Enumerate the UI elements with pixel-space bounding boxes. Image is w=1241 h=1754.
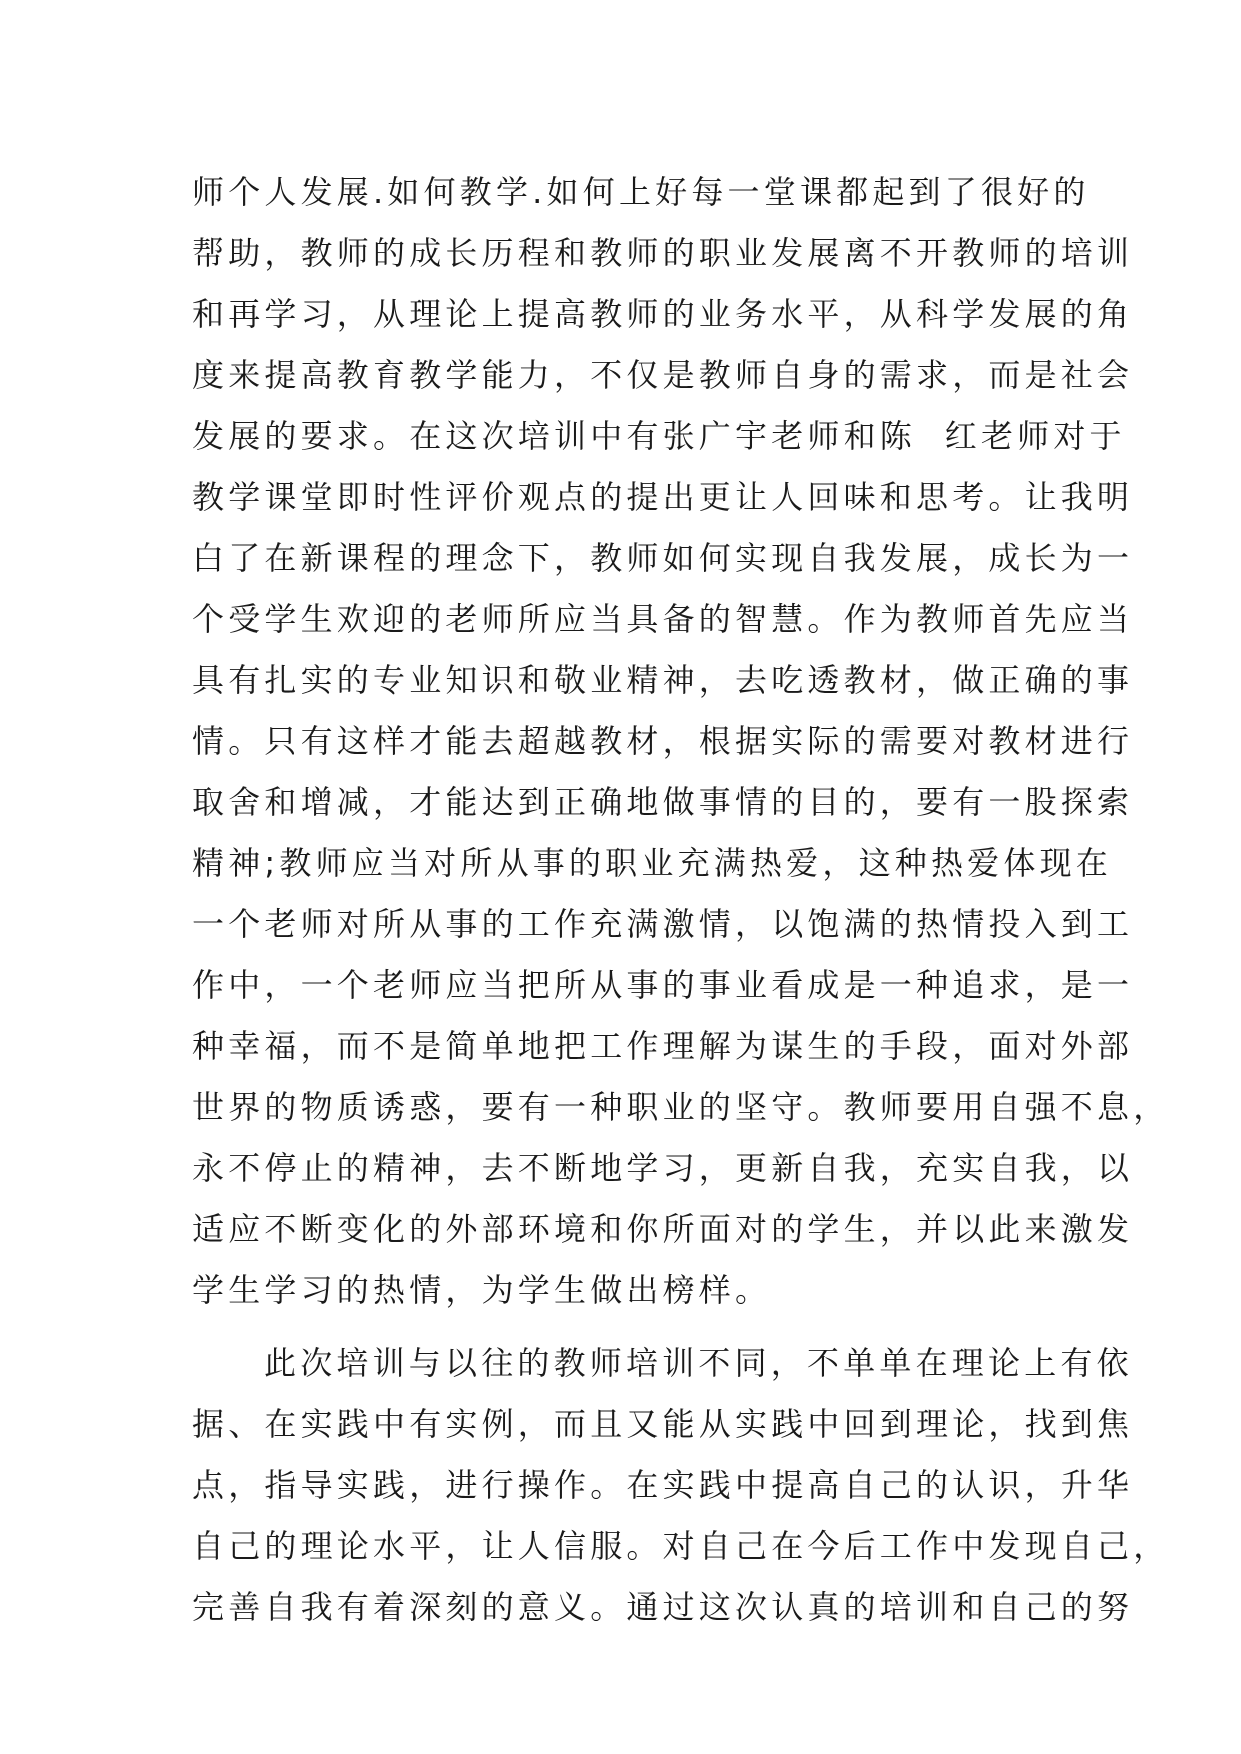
text-line: 作中，一个老师应当把所从事的事业看成是一种追求，是一: [192, 966, 1134, 1004]
text-line: 一个老师对所从事的工作充满激情，以饱满的热情投入到工: [192, 905, 1134, 943]
text-line: 学生学习的热情，为学生做出榜样。: [192, 1271, 772, 1309]
text-line: 点，指导实践，进行操作。在实践中提高自己的认识，升华: [192, 1466, 1134, 1504]
text-line: 具有扎实的专业知识和敬业精神，去吃透教材，做正确的事: [192, 661, 1134, 699]
text-line: 白了在新课程的理念下，教师如何实现自我发展，成长为一: [192, 539, 1134, 577]
text-line: 取舍和增减，才能达到正确地做事情的目的，要有一股探索: [192, 783, 1134, 821]
text-line: 精神;教师应当对所从事的职业充满热爱，这种热爱体现在: [192, 844, 1112, 882]
paragraph-1: [192, 162, 1170, 1321]
text-line: 个受学生欢迎的老师所应当具备的智慧。作为教师首先应当: [192, 600, 1134, 638]
text-line: 据、在实践中有实例，而且又能从实践中回到理论，找到焦: [192, 1405, 1134, 1443]
text-line: 适应不断变化的外部环境和你所面对的学生，并以此来激发: [192, 1210, 1134, 1248]
text-line: 此次培训与以往的教师培训不同，不单单在理论上有依: [264, 1344, 1133, 1382]
text-line: 永不停止的精神，去不断地学习，更新自我，充实自我，以: [192, 1149, 1134, 1187]
text-line: 度来提高教育教学能力，不仅是教师自身的需求，而是社会: [192, 356, 1134, 394]
text-line: 师个人发展.如何教学.如何上好每一堂课都起到了很好的: [192, 173, 1090, 211]
paragraph-2: [192, 1333, 1170, 1638]
text-line: 和再学习，从理论上提高教师的业务水平，从科学发展的角: [192, 295, 1134, 333]
text-line: 教学课堂即时性评价观点的提出更让人回味和思考。让我明: [192, 478, 1134, 516]
text-line: 情。只有这样才能去超越教材，根据实际的需要对教材进行: [192, 722, 1134, 760]
text-line: 完善自我有着深刻的意义。通过这次认真的培训和自己的努: [192, 1588, 1134, 1626]
text-line: 自己的理论水平，让人信服。对自己在今后工作中发现自己，: [192, 1527, 1170, 1565]
text-line: 帮助，教师的成长历程和教师的职业发展离不开教师的培训: [192, 234, 1134, 272]
text-line: 种幸福，而不是简单地把工作理解为谋生的手段，面对外部: [192, 1027, 1134, 1065]
text-line: 世界的物质诱惑，要有一种职业的坚守。教师要用自强不息，: [192, 1088, 1170, 1126]
body-text: [192, 162, 1170, 1638]
text-line: 发展的要求。在这次培训中有张广宇老师和陈 红老师对于: [192, 417, 1126, 455]
